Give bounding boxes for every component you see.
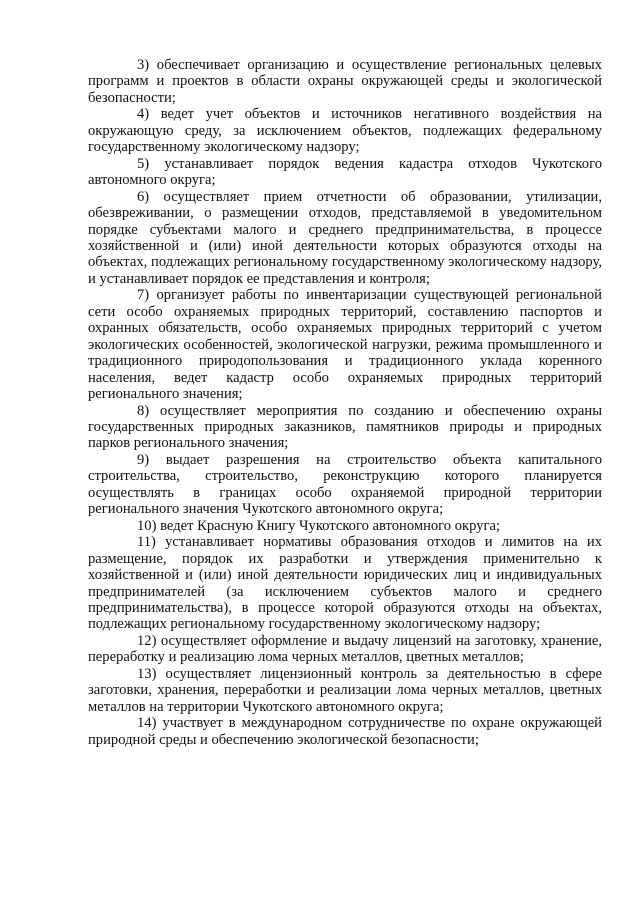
paragraph-item-13: 13) осуществляет лицензионный контроль за деятельностью в сфере заготовки, хранения, переработки и реализации лома черных металлов, цветных металлов на территории Чукотского автономного округа; <box>88 665 602 715</box>
paragraph-item-10: 10) ведет Красную Книгу Чукотского автономного округа; <box>137 517 501 534</box>
paragraph-item-8: 8) осуществляет мероприятия по созданию и обеспечению охраны государственных природных заказников, памятников природы и природных парков регионального значения; <box>88 402 602 452</box>
paragraph-item-11: 11) устанавливает нормативы образования отходов и лимитов на их размещение, порядок их разработки и утверждения применительно к хозяйственной и (или) иной деятельности юридических лиц и индивидуальных предпринимателей (за исключением субъектов малого и среднего предпринимательства), в процессе которой образуются отходы на объектах, подлежащих региональному государственному экологическому надзору; <box>88 534 602 633</box>
paragraph-item-6: 6) осуществляет прием отчетности об образовании, утилизации, обезвреживании, о размещении отходов, представляемой в уведомительном порядке субъектами малого и среднего предпринимательства, в процессе хозяйственной и (или) иной деятельности которых образуются отходы на объектах, подлежащих региональному государственному экологическому надзору, и устанавливает порядок ее представления и контроля; <box>88 188 602 287</box>
paragraph-item-7: 7) организует работы по инвентаризации существующей региональной сети особо охраняемых природных территорий, составлению паспортов и охранных обязательств, особо охраняемых природных территорий с учетом экологических особенностей, экологической нагрузки, режима промышленного и традиционного природопользования и традиционного уклада коренного населения, ведет кадастр особо охраняемых природных территорий регионального значения; <box>88 287 602 403</box>
paragraph-item-5: 5) устанавливает порядок ведения кадастра отходов Чукотского автономного округа; <box>88 155 602 189</box>
paragraph-item-9: 9) выдает разрешения на строительство объекта капитального строительства, строительство, реконструкцию которого планируется осуществлять в границах особо охраняемой природной территории регионального значения Чукотского автономного округа; <box>88 451 602 518</box>
paragraph-item-12: 12) осуществляет оформление и выдачу лицензий на заготовку, хранение, переработку и реализацию лома черных металлов, цветных металлов; <box>88 632 602 666</box>
paragraph-item-14: 14) участвует в международном сотрудничестве по охране окружающей природной среды и обеспечению экологической безопасности; <box>88 715 602 748</box>
paragraph-item-3: 3) обеспечивает организацию и осуществление региональных целевых программ и проектов в области охраны окружающей среды и экологической безопасности; <box>88 57 602 106</box>
document-page <box>88 57 602 748</box>
paragraph-item-4: 4) ведет учет объектов и источников негативного воздействия на окружающую среду, за исключением объектов, подлежащих федеральному государственному экологическому надзору; <box>88 106 602 156</box>
